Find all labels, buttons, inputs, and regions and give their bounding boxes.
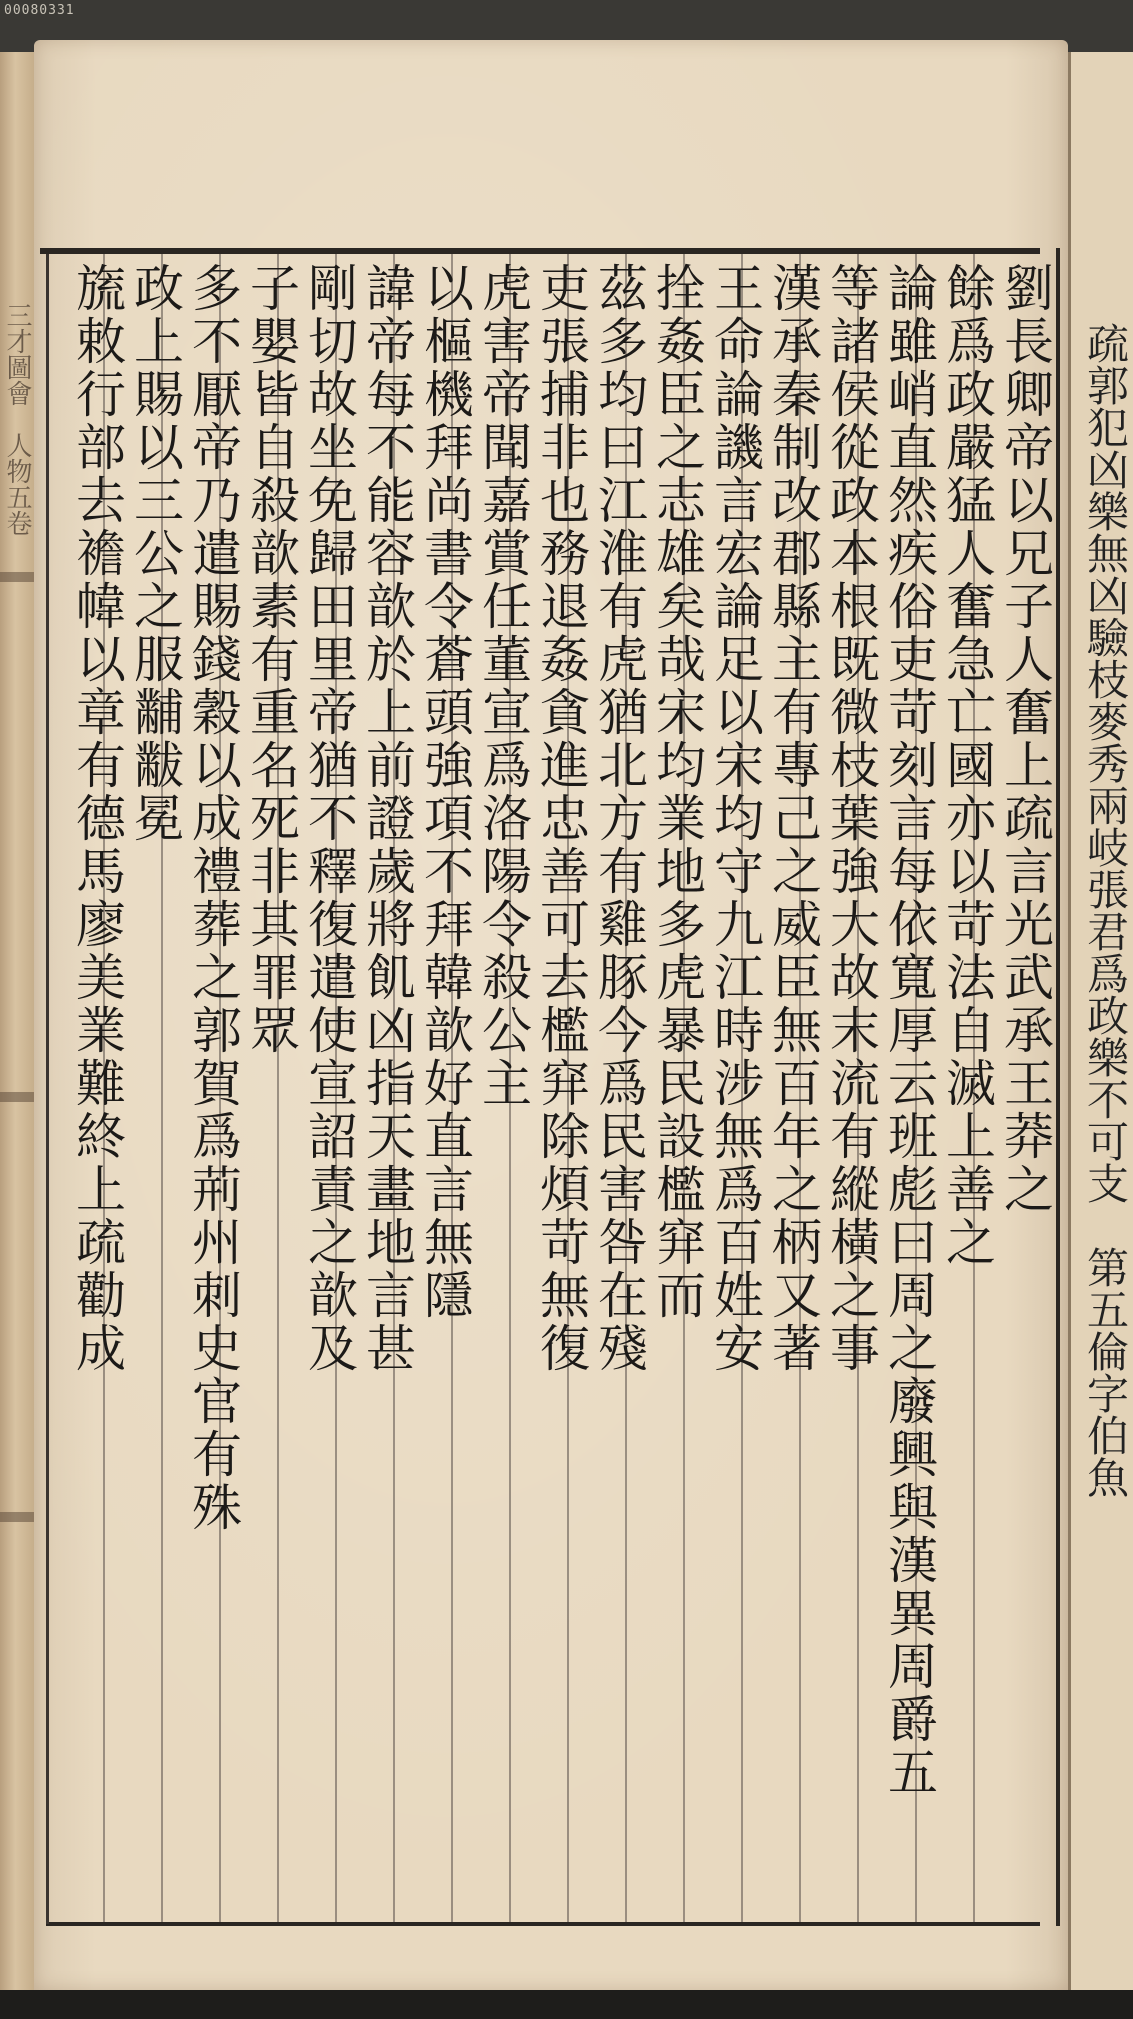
text-column: 以樞機拜尚書令蒼頭強項不拜韓歆好直言無隱 bbox=[416, 262, 474, 1322]
page-edge-band bbox=[0, 1092, 34, 1102]
text-column: 虎害帝聞嘉賞任董宣爲洛陽令殺公主 bbox=[474, 262, 532, 1110]
text-column: 王命論譏言宏論足以宋均守九江時涉無爲百姓安 bbox=[706, 262, 764, 1375]
scan-footer-bar bbox=[0, 1990, 1133, 2019]
text-column: 多不厭帝乃遣賜錢穀以成禮葬之郭賀爲荊州刺史官有殊 bbox=[184, 262, 242, 1534]
text-column: 漢承秦制改郡縣主有專己之威臣無百年之柄又著 bbox=[764, 262, 822, 1375]
facing-page-text: 疏郭犯凶樂無凶驗枝麥秀兩岐張君爲政樂不可支 第五倫字伯魚 bbox=[1081, 322, 1130, 1498]
text-column: 拴姦臣之志雄矣哉宋均業地多虎暴民設檻穽而 bbox=[648, 262, 706, 1322]
scan-id-label: 00080331 bbox=[4, 3, 75, 18]
text-column: 茲多均曰江淮有虎猶北方有雞豚今爲民害咎在殘 bbox=[590, 262, 648, 1375]
text-column: 吏張捕非也務退姦貪進忠善可去檻穽除煩苛無復 bbox=[532, 262, 590, 1375]
text-column: 劉長卿帝以兄子人奮上疏言光武承王莽之 bbox=[996, 262, 1054, 1216]
page-frame-bottom bbox=[46, 1922, 1040, 1926]
text-column: 旒敕行部去襜幃以章有德馬廖美業難終上疏勸成 bbox=[68, 262, 126, 1375]
text-column: 諱帝每不能容歆於上前證歲將飢凶指天畫地言甚 bbox=[358, 262, 416, 1375]
text-column: 餘爲政嚴猛人奮急亡國亦以苛法自滅上善之 bbox=[938, 262, 996, 1269]
left-page-margin-text: 三才圖會 人物五卷 bbox=[2, 302, 32, 536]
page-frame-top bbox=[40, 248, 1040, 254]
page-edge-band bbox=[0, 572, 34, 582]
text-column: 論雖峭直然疾俗吏苛刻言每依寬厚云班彪曰周之廢興與漢異周爵五 bbox=[880, 262, 938, 1799]
text-column: 政上賜以三公之服黼黻冕 bbox=[126, 262, 184, 845]
page-edge-band bbox=[0, 1512, 34, 1522]
facing-page bbox=[1068, 52, 1133, 1990]
text-column: 子嬰皆自殺歆素有重名死非其罪眾 bbox=[242, 262, 300, 1057]
left-page-stack bbox=[0, 52, 34, 1990]
text-column: 剛切故坐免歸田里帝猶不釋復遣使宣詔責之歆及 bbox=[300, 262, 358, 1375]
page-frame-right bbox=[1056, 248, 1060, 1926]
text-column: 等諸侯從政本根既微枝葉強大故末流有縱橫之事 bbox=[822, 262, 880, 1375]
page-frame-left bbox=[46, 254, 49, 1924]
